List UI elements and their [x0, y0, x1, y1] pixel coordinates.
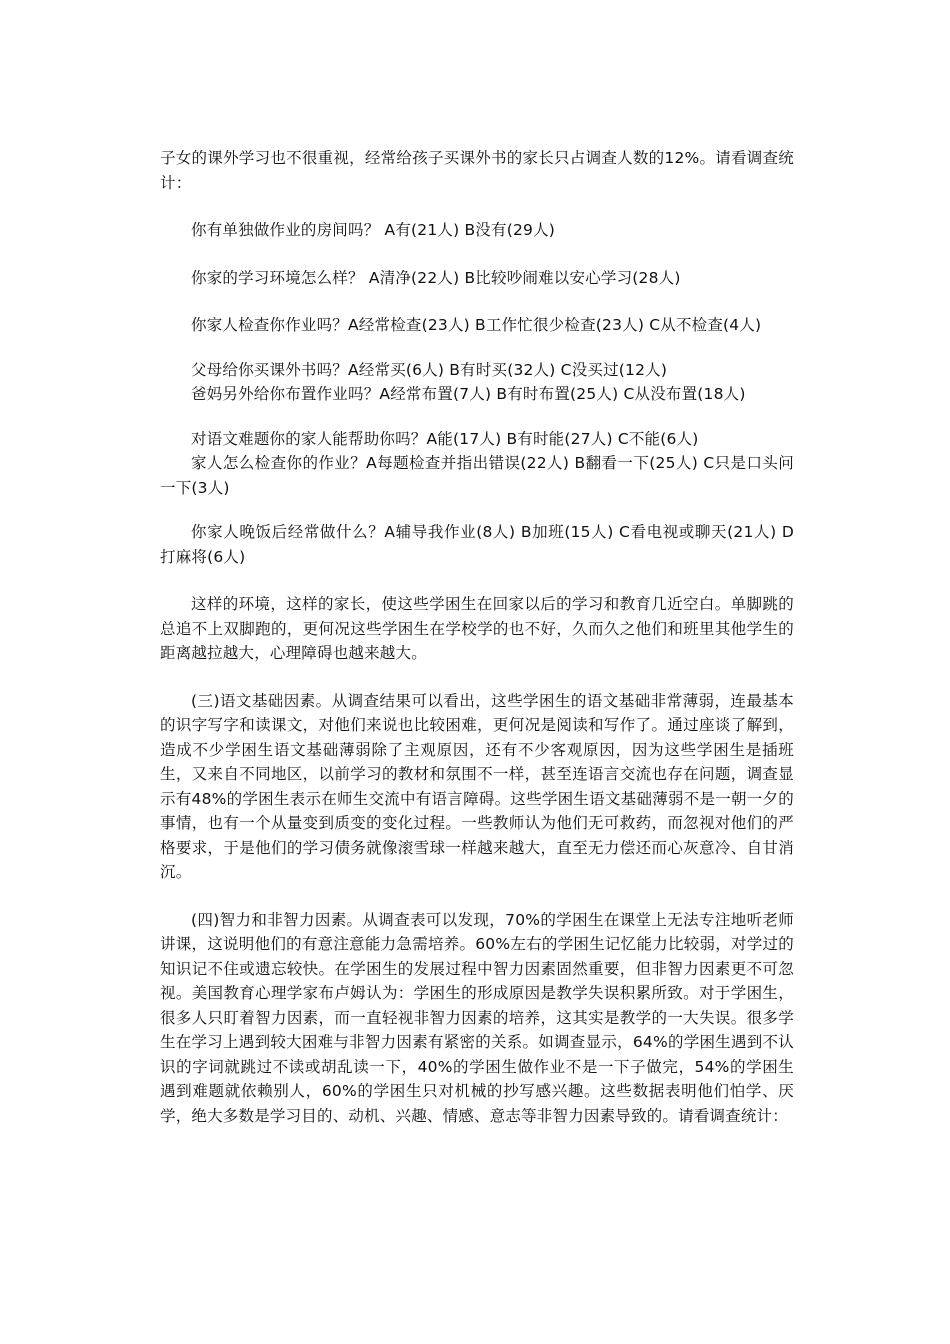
intro-paragraph: 子女的课外学习也不很重视，经常给孩子买课外书的家长只占调查人数的12%。请看调查统计： — [160, 149, 794, 192]
survey-question-check-homework: 你家人检查你作业吗？A经常检查(23人) B工作忙很少检查(23人) C从不检查(4人) — [191, 316, 762, 334]
survey-question-check-method: 家人怎么检查你的作业？A每题检查并指出错误(22人) B翻看一下(25人) C只是口头问一下(3人) — [160, 454, 794, 497]
survey-question-help: 对语文难题你的家人能帮助你吗？A能(17人) B有时能(27人) C不能(6人) — [191, 429, 699, 448]
summary-paragraph: 这样的环境，这样的家长，使这些学困生在回家以后的学习和教育几近空白。单脚跳的总追不上双脚跑的，更何况这些学困生在学校学的也不好，久而久之他们和班里其他学生的距离越拉越大，心理障碍也越来越大。 — [160, 595, 794, 662]
section-four-paragraph: (四)智力和非智力因素。从调查表可以发现，70%的学困生在课堂上无法专注地听老师讲课，这说明他们的有意注意能力急需培养。60%左右的学困生记忆能力比较弱，对学过的知识记不住或遗忘较快。在学困生的发展过程中智力因素固然重要，但非智力因素更不可忽视。美国教育心理学家布卢姆认为：学困生的形成原因是教学失误积累所致。对于学困生，很多人只盯着智力因素，而一直轻视非智力因素的培养，这其实是教学的一大失误。很多学生在学习上遇到较大困难与非智力因素有紧密的关系。如调查显示，64%的学困生遇到不认识的字词就跳过不读或胡乱读一下，40%的学困生做作业不是一下子做完，54%的学困生遇到难题就依赖别人，60%的学困生只对机械的抄写感兴趣。这些数据表明他们怕学、厌学，绝大多数是学习目的、动机、兴趣、情感、意志等非智力因素导致的。请看调查统计： — [160, 910, 794, 1125]
document-page — [160, 146, 794, 1128]
survey-question-environment: 你家的学习环境怎么样？ A清净(22人) B比较吵闹难以安心学习(28人) — [191, 268, 681, 287]
survey-question-room: 你有单独做作业的房间吗？ A有(21人) B没有(29人) — [191, 221, 556, 239]
survey-question-evening: 你家人晚饭后经常做什么？A辅导我作业(8人) B加班(15人) C看电视或聊天(21人) D打麻将(6人) — [160, 523, 794, 566]
survey-question-books: 父母给你买课外书吗？A经常买(6人) B有时买(32人) C没买过(12人) — [191, 360, 668, 379]
survey-question-extra-homework: 爸妈另外给你布置作业吗？A经常布置(7人) B有时布置(25人) C从没布置(18人) — [191, 385, 746, 403]
section-three-paragraph: (三)语文基础因素。从调查结果可以看出，这些学困生的语文基础非常薄弱，连最基本的识字写字和读课文，对他们来说也比较困难，更何况是阅读和写作了。通过座谈了解到，造成不少学困生语文基础薄弱除了主观原因，还有不少客观原因，因为这些学困生是插班生，又来自不同地区，以前学习的教材和氛围不一样，甚至连语言交流也存在问题，调查显示有48%的学困生表示在师生交流中有语言障碍。这些学困生语文基础薄弱不是一朝一夕的事情，也有一个从量变到质变的变化过程。一些教师认为他们无可救药，而忽视对他们的严格要求，于是他们的学习债务就像滚雪球一样越来越大，直至无力偿还而心灰意冷、自甘消沉。 — [160, 691, 794, 881]
